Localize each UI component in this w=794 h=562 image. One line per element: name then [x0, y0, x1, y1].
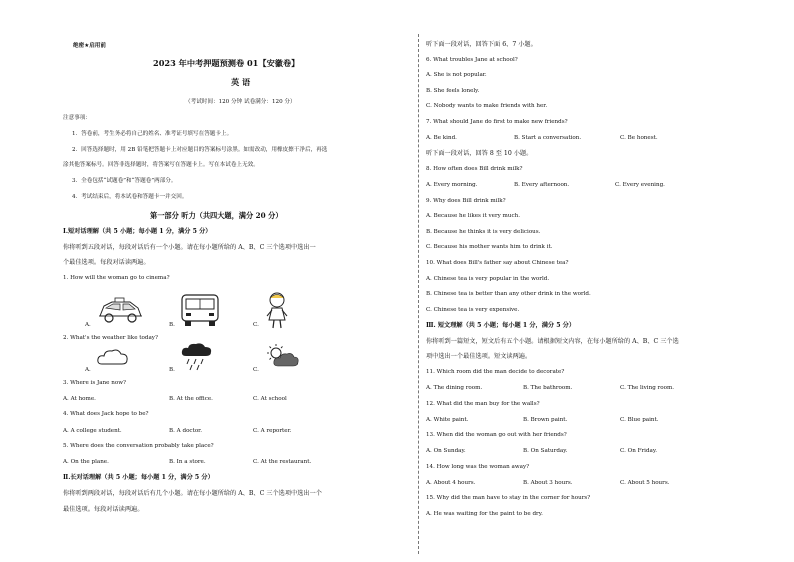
question-7: 7. What should Jane do first to make new friends? [426, 119, 568, 125]
q1-option-c: C. [253, 322, 259, 328]
notes-heading: 注意事项： [63, 115, 91, 121]
q14-option-a: A. About 4 hours. [426, 480, 476, 486]
question-11: 11. Which room did the man decide to decorate? [426, 369, 565, 375]
q3-option-b: B. At the office. [169, 396, 213, 402]
q3-option-a: A. At home. [63, 396, 96, 402]
q1-option-b: B. [169, 322, 175, 328]
q11-option-c: C. The living room. [620, 385, 675, 391]
question-8: 8. How often does Bill drink milk? [426, 166, 523, 172]
note-4: 4．考试结束后，将本试卷和答题卡一并交回。 [72, 194, 188, 200]
q15-option-a: A. He was waiting for the paint to be dry. [426, 511, 543, 517]
sec3-instr-1: 你将听到一篇短文，短文后有五个小题。请根据短文内容，在每小题所给的 A、B、C 三个选 [426, 338, 679, 345]
q6-option-c: C. Nobody wants to make friends with her. [426, 103, 548, 109]
sec1-instr-2: 个最佳选项。每段对话读两遍。 [63, 259, 150, 266]
q14-option-c: C. About 5 hours. [620, 480, 670, 486]
cloudy-icon [96, 346, 130, 368]
q1-option-a: A. [85, 322, 91, 328]
sunny-cloudy-icon [264, 342, 300, 370]
q8-option-a: A. Every morning. [426, 182, 478, 188]
q13-option-b: B. On Saturday. [523, 448, 568, 454]
sec3-title: Ⅲ. 短文理解（共 5 小题；每小题 1 分，满分 5 分） [426, 322, 576, 329]
q13-option-c: C. On Friday. [620, 448, 658, 454]
exam-title: 2023 年中考押题预测卷 01【安徽卷】 [153, 58, 300, 68]
subject-title: 英 语 [231, 77, 251, 87]
q14-option-b: B. About 3 hours. [523, 480, 573, 486]
q3-option-c: C. At school [253, 396, 287, 402]
q4-option-b: B. A doctor. [169, 428, 203, 434]
time-info: （考试时间：120 分钟 试卷满分：120 分） [185, 99, 296, 105]
note-3: 3．全卷包括“试题卷”和“答题卷”两部分。 [72, 178, 177, 184]
secret-label: 绝密★启用前 [73, 43, 106, 49]
q5-option-b: B. In a store. [169, 459, 206, 465]
question-10: 10. What does Bill's father say about Chinese tea? [426, 260, 569, 266]
sec2-title: Ⅱ.长对话理解（共 5 小题；每小题 1 分，满分 5 分） [63, 474, 214, 481]
q12-option-b: B. Brown paint. [523, 417, 568, 423]
q4-option-c: C. A reporter. [253, 428, 292, 434]
sec1-title: Ⅰ.短对话理解（共 5 小题；每小题 1 分，满分 5 分） [63, 228, 212, 235]
q2-option-c: C. [253, 367, 259, 373]
question-4: 4. What does Jack hope to be? [63, 411, 149, 417]
q10-option-b: B. Chinese tea is better than any other drink in the world. [426, 291, 591, 297]
q6-option-a: A. She is not popular. [426, 72, 487, 78]
question-3: 3. Where is Jane now? [63, 380, 127, 386]
note-1: 1．答卷前，考生务必将自己的姓名、准考证号填写在答题卡上。 [72, 131, 233, 137]
q9-option-b: B. Because he thinks it is very delicious. [426, 229, 541, 235]
q2-option-b: B. [169, 367, 175, 373]
q6-option-b: B. She feels lonely. [426, 88, 480, 94]
bus-icon [178, 292, 222, 328]
q7-option-b: B. Start a conversation. [514, 135, 582, 141]
dialog-intro-6-7: 听下面一段对话，回答下面 6、7 小题。 [426, 41, 537, 48]
rain-icon [180, 342, 214, 372]
q8-option-c: C. Every evening. [615, 182, 665, 188]
q4-option-a: A. A college student. [63, 428, 122, 434]
q7-option-c: C. Be honest. [620, 135, 658, 141]
taxi-icon [96, 294, 144, 326]
q2-option-a: A. [85, 367, 91, 373]
q11-option-a: A. The dining room. [426, 385, 483, 391]
question-13: 13. When did the woman go out with her friends? [426, 432, 567, 438]
q9-option-a: A. Because he likes it very much. [426, 213, 520, 219]
note-2: 2．回答选择题时，用 2B 铅笔把答题卡上对应题目的答案标号涂黑。如需改动，用橡皮擦干净后，再选 [72, 147, 328, 153]
part1-title: 第一部分 听力（共四大题，满分 20 分） [150, 211, 283, 220]
sec1-instr-1: 你将听到五段对话，每段对话后有一个小题。请在每小题所给的 A、B、C 三个选项中选出一 [63, 244, 316, 251]
q8-option-b: B. Every afternoon. [514, 182, 570, 188]
sec2-instr-1: 你将听到两段对话，每段对话后有几个小题。请在每小题所给的 A、B、C 三个选项中选出一个 [63, 490, 322, 497]
q11-option-b: B. The bathroom. [523, 385, 573, 391]
column-divider [418, 34, 419, 554]
q10-option-c: C. Chinese tea is very expensive. [426, 307, 520, 313]
question-12: 12. What did the man buy for the walls? [426, 401, 540, 407]
sec2-instr-2: 最佳选项。每段对话读两遍。 [63, 506, 144, 513]
walking-girl-icon [262, 290, 292, 330]
q9-option-c: C. Because his mother wants him to drink it. [426, 244, 553, 250]
question-2: 2. What's the weather like today? [63, 335, 158, 341]
question-9: 9. Why does Bill drink milk? [426, 198, 506, 204]
sec3-instr-2: 项中选出一个最佳选项。短文读两遍。 [426, 353, 532, 360]
question-6: 6. What troubles Jane at school? [426, 57, 518, 63]
question-15: 15. Why did the man have to stay in the corner for hours? [426, 495, 591, 501]
question-1: 1. How will the woman go to cinema? [63, 275, 170, 281]
q5-option-c: C. At the restaurant. [253, 459, 312, 465]
dialog-intro-8-10: 听下面一段对话，回答 8 至 10 小题。 [426, 150, 533, 157]
note-2-cont: 涂其他答案标号。回答非选择题时，将答案写在答题卡上。写在本试卷上无效。 [63, 162, 259, 168]
q12-option-a: A. White paint. [426, 417, 469, 423]
question-5: 5. Where does the conversation probably take place? [63, 443, 214, 449]
q7-option-a: A. Be kind. [426, 135, 457, 141]
q12-option-c: C. Blue paint. [620, 417, 659, 423]
q13-option-a: A. On Sunday. [426, 448, 466, 454]
question-14: 14. How long was the woman away? [426, 464, 530, 470]
q10-option-a: A. Chinese tea is very popular in the world. [426, 276, 550, 282]
q5-option-a: A. On the plane. [63, 459, 109, 465]
